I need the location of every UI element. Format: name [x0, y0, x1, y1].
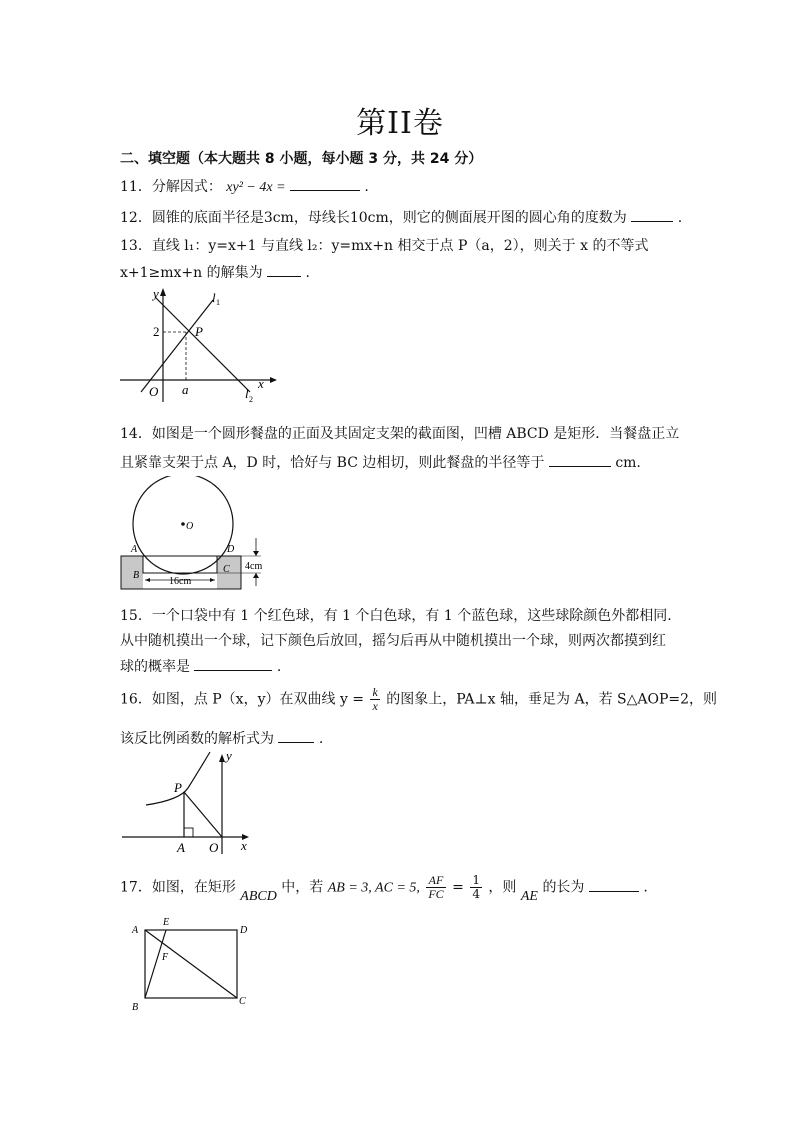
question-11	[120, 176, 369, 198]
question-12	[120, 207, 682, 228]
q11-prefix: 11．分解因式：	[120, 179, 222, 195]
q13-origin-label: O	[149, 384, 159, 399]
q14-height-label: 4cm	[245, 561, 263, 572]
q17-text-then: ，则	[488, 879, 517, 896]
q17-diagonal-ac	[145, 930, 237, 998]
q15-line-2: 从中随机摸出一个球，记下颜色后放回，摇匀后再从中随机摸出一个球，则两次都摸到红	[120, 633, 666, 649]
q16-o-label: O	[209, 840, 219, 855]
q14-height-arrowhead-bottom	[253, 573, 259, 578]
q13-l2-subscript: 2	[249, 395, 253, 404]
q17-segment-be	[145, 930, 166, 998]
q17-segment-ae: AE	[520, 888, 538, 904]
q17-fraction-one: 1	[472, 873, 480, 887]
q14-answer-blank	[549, 452, 611, 467]
q14-width-arrow-left	[145, 578, 150, 582]
q15-suffix: .	[276, 659, 282, 675]
q14-text: 且紧靠支架于点 A，D 时，恰好与 BC 边相切，则此餐盘的半径等于	[120, 455, 545, 471]
q15-line-3	[120, 656, 281, 677]
q17-a-label: A	[132, 925, 139, 936]
q12-answer-blank	[631, 207, 673, 222]
q11-answer-blank	[290, 176, 360, 191]
q17-rect-name: ABCD	[240, 888, 277, 904]
q17-condition: AB = 3, AC = 5,	[327, 880, 420, 896]
q15-line-1: 15．一个口袋中有 1 个红色球，有 1 个白色球，有 1 个蓝色球，这些球除颜色外都相同.	[120, 608, 672, 624]
q16-segment-po	[184, 792, 222, 837]
q17-fraction-fc: FC	[428, 887, 444, 901]
q16-answer-blank	[278, 728, 314, 743]
q17-fraction-one-quarter	[470, 874, 482, 901]
q17-answer-blank	[589, 877, 639, 892]
q16-p-label: P	[174, 780, 182, 795]
q16-text-2: 该反比例函数的解析式为	[120, 731, 274, 747]
page-title: 第II卷	[356, 106, 444, 141]
q11-suffix: .	[364, 179, 369, 195]
q16-text-pre: 16．如图，点 P（x，y）在双曲线 y =	[120, 691, 365, 708]
q16-y-label: y	[226, 748, 232, 763]
q17-text-mid: 中，若	[281, 879, 324, 896]
q17-f-label: F	[162, 952, 169, 963]
q13-figure	[115, 284, 285, 410]
q11-expression: xy² − 4x =	[226, 180, 286, 195]
q14-b-label: B	[133, 570, 140, 581]
section-heading: 二、填空题（本大题共 8 小题，每小题 3 分，共 24 分）	[120, 151, 483, 167]
q13-l1-subscript: 1	[216, 298, 220, 307]
q17-line	[120, 873, 648, 904]
q17-fraction-four: 4	[472, 887, 480, 901]
q14-line-1: 14．如图是一个圆形餐盘的正面及其固定支架的截面图，凹槽 ABCD 是矩形．当餐盘正立	[120, 426, 680, 442]
q16-right-angle-mark	[184, 828, 193, 837]
q12-text: 12．圆锥的底面半径是3cm，母线长10cm，则它的侧面展开图的圆心角的度数为	[120, 210, 627, 226]
q17-text-pre: 17．如图，在矩形	[120, 879, 236, 896]
q16-y-arrow	[219, 754, 225, 762]
q16-text-post: 的图象上，PA⊥x 轴，垂足为 A，若 S△AOP=2，则	[386, 691, 718, 708]
q13-l2-label: l	[245, 386, 249, 401]
q14-width-arrow-right	[210, 578, 215, 582]
q13-a-label: a	[182, 382, 189, 397]
q14-center-point	[181, 522, 185, 526]
q16-suffix: .	[318, 731, 324, 747]
q14-figure	[115, 476, 275, 594]
q16-line-2	[120, 728, 323, 749]
q17-d-label: D	[240, 925, 248, 936]
q17-b-label: B	[132, 1002, 139, 1013]
q14-a-label: A	[131, 544, 138, 555]
q13-x-arrow	[270, 377, 277, 383]
q15-text: 球的概率是	[120, 659, 190, 675]
q15-answer-blank	[194, 656, 272, 671]
q17-text-post: 的长为	[542, 879, 585, 896]
q16-fraction-numerator: k	[372, 685, 378, 699]
q13-l1-label: l	[212, 290, 216, 305]
q13-line-1: 13．直线 l₁：y=x+1 与直线 l₂：y=mx+n 相交于点 P（a，2），则关于 x 的不等式	[120, 238, 649, 254]
q16-figure	[118, 748, 258, 858]
q13-line-l1	[141, 300, 213, 392]
q13-y-arrow	[160, 288, 166, 296]
q16-line-1	[120, 686, 717, 713]
q13-answer-blank	[267, 262, 301, 277]
q13-two-label: 2	[153, 324, 160, 339]
q13-x-label: x	[258, 376, 264, 391]
q17-e-label: E	[163, 917, 170, 928]
q16-hyperbola-branch	[146, 752, 210, 805]
q17-fraction-af: AF	[426, 874, 445, 888]
q13-line-l2	[155, 297, 250, 392]
q16-fraction-denominator: x	[372, 699, 378, 713]
q17-fraction-af-fc	[426, 874, 445, 901]
q13-line-2	[120, 262, 310, 283]
q12-suffix: .	[677, 210, 683, 226]
q13-point-p-label: P	[195, 324, 203, 339]
q14-center-label: O	[186, 521, 194, 532]
q17-c-label: C	[239, 996, 246, 1007]
q16-x-label: x	[241, 838, 247, 853]
q14-width-label: 16cm	[169, 576, 192, 587]
q13-suffix: .	[305, 265, 310, 281]
q14-suffix: cm.	[615, 455, 641, 471]
q17-figure	[128, 914, 258, 1014]
q17-equals: =	[452, 879, 464, 896]
q16-a-label: A	[177, 840, 185, 855]
q13-inequality: x+1≥mx+n 的解集为	[120, 265, 263, 281]
q14-d-label: D	[227, 544, 235, 555]
q17-suffix: .	[643, 879, 648, 896]
q14-height-arrowhead-top	[253, 551, 259, 556]
q14-line-2	[120, 452, 641, 473]
q14-c-label: C	[223, 564, 230, 575]
q16-fraction	[370, 686, 379, 713]
q13-y-label: y	[153, 286, 159, 301]
